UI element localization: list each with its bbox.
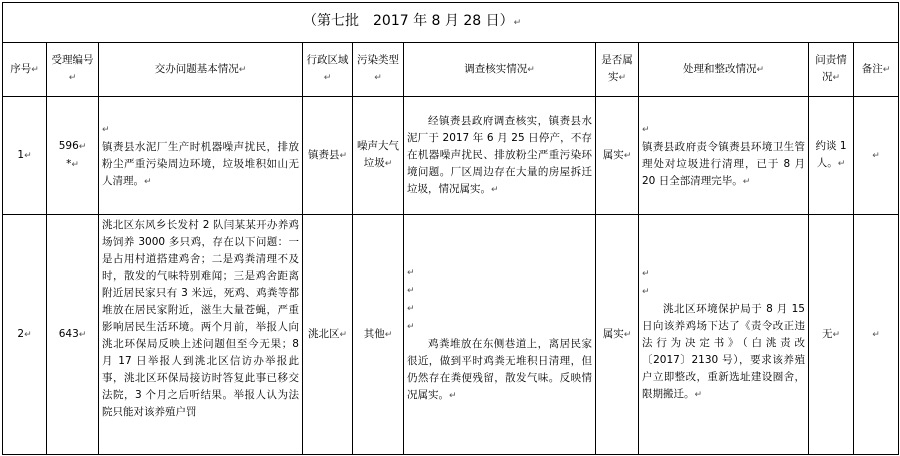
row-investigation: 经镇赉县政府调查核实，镇赉县水泥厂于 2017 年 6 月 25 日停产，不存在机器噪声扰民、排放粉尘严重污染环境问题。厂区周边存在大量的房屋拆迁垃圾，情况属实。↵ (404, 97, 596, 215)
header-verified: 是否属实↵ (596, 43, 639, 97)
row-index: 2↵ (3, 215, 47, 455)
row-issue: ↵ 镇赉县水泥厂生产时机器噪声扰民，排放粉尘严重污染周边环境，垃圾堆积如山无人清理。↵ (99, 97, 303, 215)
header-handling: 处理和整改情况↵ (639, 43, 809, 97)
table-row (3, 215, 899, 455)
row-pollution-type: 噪声大气垃圾↵ (353, 97, 404, 215)
row-receipt-no: 643↵ (47, 215, 99, 455)
row-accountability: 无↵ (809, 215, 854, 455)
row-verified: 属实↵ (596, 97, 639, 215)
batch-title: （第七批 2017 年 8 月 28 日）↵ (3, 3, 899, 43)
row-pollution-type: 其他↵ (353, 215, 404, 455)
header-remarks: 备注↵ (854, 43, 899, 97)
row-receipt-no: 596↵ *↵ (47, 97, 99, 215)
header-accountability: 问责情况↵ (809, 43, 854, 97)
row-investigation: ↵ ↵ ↵ ↵ 鸡粪堆放在东侧巷道上，离居民家很近，做到平时鸡粪无堆积日清理，但仍然存在粪便残留，散发气味。反映情况属实。↵ (404, 215, 596, 455)
table-row (3, 97, 899, 215)
header-receipt-no: 受理编号↵ (47, 43, 99, 97)
row-district: 镇赉县↵ (303, 97, 353, 215)
row-remarks: ↵ (854, 97, 899, 215)
row-handling: ↵ ↵ 洮北区环境保护局于 8 月 15 日向该养鸡场下达了《责令改正违法行为决定书》（白洮责改〔2017〕2130 号），要求该养殖户立即整改，重新选址建设圈舍，限期搬迁。↵ (639, 215, 809, 455)
row-remarks: ↵ (854, 215, 899, 455)
row-index: 1↵ (3, 97, 47, 215)
row-issue: 洮北区东风乡长发村 2 队闫某某开办养鸡场饲养 3000 多只鸡，存在以下问题：一是占用村道搭建鸡舍；二是鸡粪清理不及时，散发的气味特别难闻；三是鸡舍距离附近居民家只有 3 米远，死鸡、鸡粪等都堆放在居民家附近，滋生大量苍蝇，严重影响居民生活环境。两个月前，举报人向洮北环保局反映上述问题但至今无果；8 月 17 日举报人到洮北区信访办举报此事，洮北区环保局接访时答复此事已移交法院，3 个月之后听结果。举报人认为法院只能对该养殖户罚 (99, 215, 303, 455)
row-verified: 属实↵ (596, 215, 639, 455)
header-index: 序号↵ (3, 43, 47, 97)
row-handling: ↵ 镇赉县政府责令镇赉县环境卫生管理处对垃圾进行清理，已于 8 月 20 日全部清理完毕。↵ (639, 97, 809, 215)
row-district: 洮北区↵ (303, 215, 353, 455)
header-district: 行政区域↵ (303, 43, 353, 97)
header-pollution-type: 污染类型↵ (353, 43, 404, 97)
row-accountability: 约谈 1 人。↵ (809, 97, 854, 215)
inspection-table (2, 2, 899, 455)
header-investigation: 调查核实情况↵ (404, 43, 596, 97)
header-row (3, 43, 899, 97)
header-issue: 交办问题基本情况↵ (99, 43, 303, 97)
